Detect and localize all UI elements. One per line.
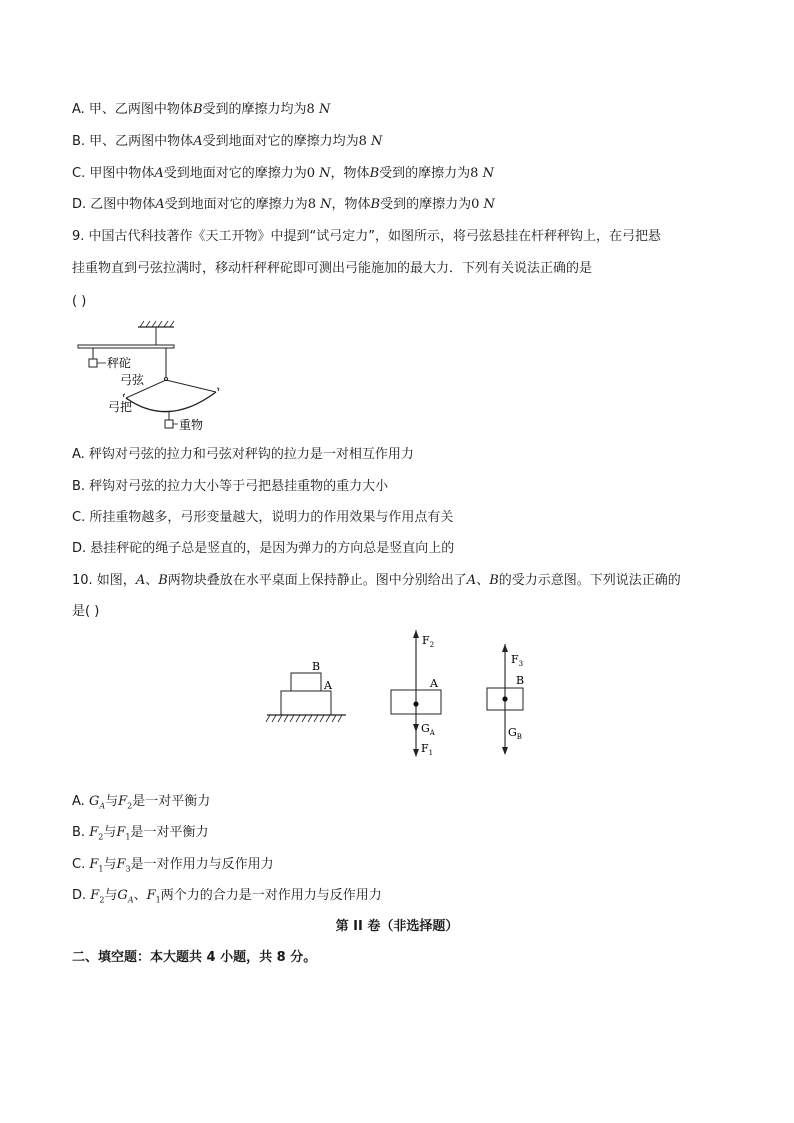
- block-b-free-body: [487, 644, 524, 755]
- q9-stem-line-2: 挂重物直到弓弦拉满时，移动杆秤秤砣即可测出弓能施加的最大力．下列有关说法正确的是: [72, 261, 593, 276]
- section-heading: 二、填空题：本大题共 4 小题，共 8 分。: [72, 950, 317, 965]
- load-block: [165, 420, 173, 428]
- label-gb: $G_B$: [508, 726, 522, 741]
- label-f1: $F_1$: [421, 742, 434, 757]
- q8-option-b: B. 甲、乙两图中物体A受到地面对它的摩擦力均为8 N: [72, 134, 383, 149]
- q9-option-d: D. 悬挂秤砣的绳子总是竖直的，是因为弹力的方向总是竖直向上的: [72, 541, 455, 556]
- label-f3: $F_3$: [511, 653, 524, 668]
- q10-stem-line-1: 10. 如图，A、B两物块叠放在水平桌面上保持静止。图中分别给出了A、B的受力示意图。下列说法正确的: [72, 573, 681, 588]
- label-ga: $G_A$: [421, 722, 435, 737]
- q8-option-c: C. 甲图中物体A受到地面对它的摩擦力为0 N，物体B受到的摩擦力为8 N: [72, 166, 494, 181]
- sliding-weight: [89, 359, 97, 367]
- label-block-b: B: [312, 660, 321, 673]
- label-load: 重物: [179, 418, 204, 432]
- bow-arc: [126, 392, 216, 412]
- stacked-blocks: [266, 660, 346, 722]
- q9-answer-bracket: ( ): [72, 294, 87, 309]
- steelyard-bar: [78, 345, 174, 348]
- label-bow-handle: 弓把: [108, 400, 133, 414]
- q8-option-a: A. 甲、乙两图中物体B受到的摩擦力均为8 N: [72, 102, 331, 117]
- q9-steelyard-figure: [72, 318, 232, 436]
- block-b-stack: [291, 673, 321, 691]
- label-f2: $F_2$: [422, 634, 435, 649]
- q9-stem-line-1: 9. 中国古代科技著作《天工开物》中提到“试弓定力”，如图所示，将弓弦悬挂在杆秤秤钩上，在弓把悬: [72, 229, 662, 244]
- label-a-body: A: [430, 677, 438, 690]
- table-hatch: [266, 715, 342, 722]
- q9-option-a: A. 秤钩对弓弦的拉力和弓弦对秤钩的拉力是一对相互作用力: [72, 447, 414, 462]
- q8-option-d: D. 乙图中物体A受到地面对它的摩擦力为8 N，物体B受到的摩擦力为0 N: [72, 197, 495, 212]
- q9-option-b: B. 秤钩对弓弦的拉力大小等于弓把悬挂重物的重力大小: [72, 479, 389, 494]
- block-a-stack: [281, 691, 331, 715]
- label-b-body: B: [516, 674, 525, 687]
- q10-option-a: A. $G_A$与$F_2$是一对平衡力: [72, 794, 211, 811]
- arrow-ga: [413, 724, 419, 732]
- ceiling-hatch: [140, 321, 174, 327]
- q10-stem-line-2: 是( ): [72, 604, 100, 619]
- arrow-gb: [502, 747, 508, 755]
- q10-force-diagram: [262, 626, 542, 766]
- arrow-f1: [413, 749, 419, 757]
- q10-option-b: B. $F_2$与$F_1$是一对平衡力: [72, 825, 209, 842]
- q10-option-d: D. $F_2$与$G_A$、$F_1$两个力的合力是一对作用力与反作用力: [72, 888, 382, 905]
- block-b-center: [502, 696, 507, 701]
- label-block-a: A: [324, 679, 332, 692]
- q9-option-c: C. 所挂重物越多，弓形变量越大，说明力的作用效果与作用点有关: [72, 510, 454, 525]
- label-sliding-weight: 秤砣: [107, 356, 132, 370]
- block-a-free-body: [391, 630, 441, 757]
- arrow-f3: [502, 644, 508, 652]
- block-a-center: [413, 701, 418, 706]
- arrow-f2: [413, 630, 419, 638]
- label-bow-string: 弓弦: [120, 373, 145, 387]
- q10-option-c: C. $F_1$与$F_3$是一对作用力与反作用力: [72, 857, 274, 874]
- section-title: 第 II 卷（非选择题）: [335, 919, 459, 934]
